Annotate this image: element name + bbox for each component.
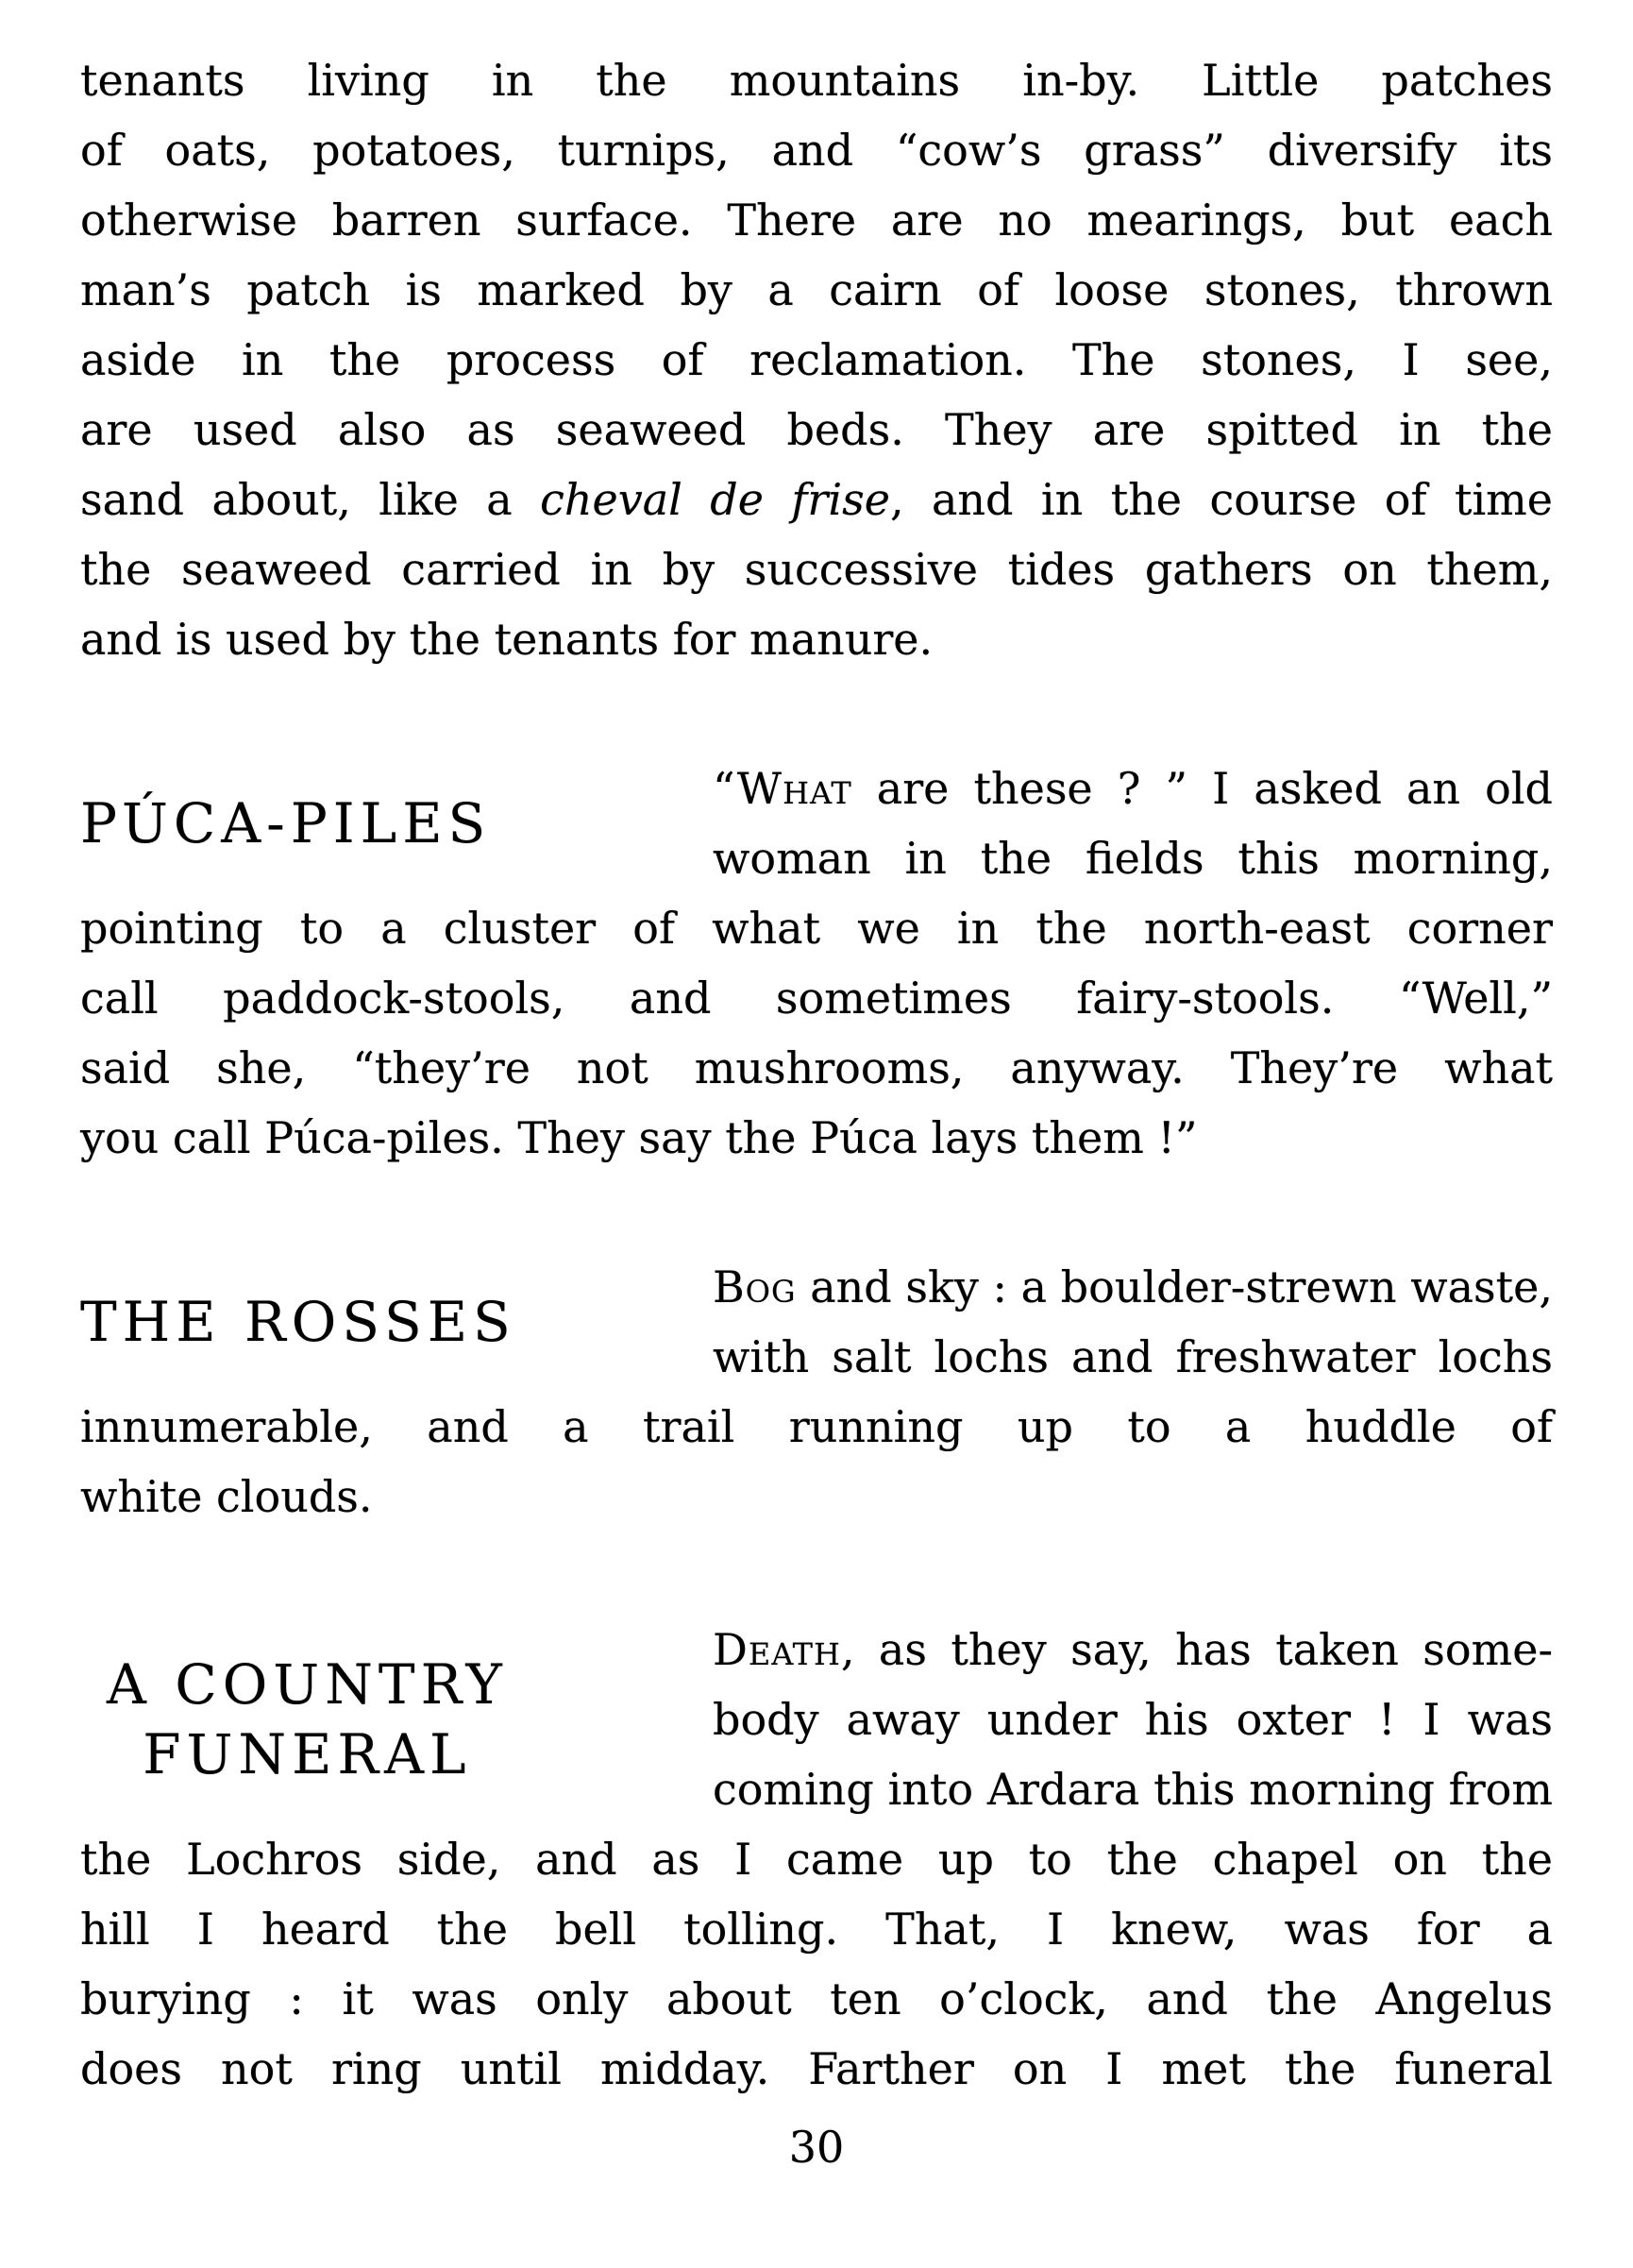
section-side-text bbox=[713, 1252, 1553, 1392]
section-a-country-funeral bbox=[80, 1615, 1553, 2104]
section-heading: PÚCA-PILES bbox=[80, 791, 492, 855]
section-side-text bbox=[713, 753, 1553, 893]
section-heading-column bbox=[80, 788, 713, 858]
text-segment: , and in the course of time bbox=[889, 474, 1553, 525]
small-caps-lead: Death bbox=[713, 1624, 841, 1675]
intro-paragraph bbox=[80, 45, 1553, 674]
text-line: with salt lochs and freshwater lochs bbox=[713, 1331, 1553, 1382]
italic-phrase: cheval de frise bbox=[540, 474, 890, 525]
text-line: you call Púca-piles. They say the Púca lays them !” bbox=[80, 1112, 1198, 1163]
section-puca-piles bbox=[80, 753, 1553, 1173]
section-heading-column bbox=[80, 1287, 713, 1357]
text-line: call paddock-stools, and sometimes fairy-stools. “Well,” bbox=[80, 973, 1553, 1024]
text-line: innumerable, and a trail running up to a huddle of bbox=[80, 1401, 1553, 1452]
small-caps-lead: “What bbox=[713, 763, 852, 814]
text-line: white clouds. bbox=[80, 1471, 373, 1522]
text-line: tenants living in the mountains in-by. Little patches bbox=[80, 55, 1553, 106]
text-line bbox=[713, 753, 1553, 823]
text-line bbox=[713, 1252, 1553, 1322]
text-segment: , as they say, has taken some- bbox=[840, 1624, 1553, 1675]
section-header-row bbox=[80, 753, 1553, 893]
text-line: man’s patch is marked by a cairn of loose stones, thrown bbox=[80, 264, 1553, 315]
section-the-rosses bbox=[80, 1252, 1553, 1532]
text-segment: are these ? ” I asked an old bbox=[851, 763, 1553, 814]
section-side-text bbox=[713, 1615, 1553, 1824]
section-heading-line: A COUNTRY bbox=[107, 1652, 508, 1717]
text-line bbox=[713, 1615, 1553, 1684]
text-line: does not ring until midday. Farther on I met the funeral bbox=[80, 2043, 1553, 2094]
text-line: hill I heard the bell tolling. That, I knew, was for a bbox=[80, 1904, 1553, 1955]
section-heading: THE ROSSES bbox=[80, 1290, 516, 1354]
small-caps-lead: Bog bbox=[713, 1261, 797, 1312]
text-line: pointing to a cluster of what we in the north-east corner bbox=[80, 903, 1553, 954]
section-heading bbox=[107, 1650, 508, 1789]
text-line: and is used by the tenants for manure. bbox=[80, 614, 934, 665]
section-header-row bbox=[80, 1615, 1553, 1824]
text-line: the Lochros side, and as I came up to the chapel on the bbox=[80, 1834, 1553, 1885]
text-line: body away under his oxter ! I was bbox=[713, 1694, 1553, 1745]
text-segment: sand about, like a bbox=[80, 474, 541, 525]
text-line: burying : it was only about ten o’clock, and the Angelus bbox=[80, 1973, 1553, 2024]
text-line-italic-phrase bbox=[80, 465, 1553, 534]
text-line: said she, “they’re not mushrooms, anyway. They’re what bbox=[80, 1042, 1553, 1093]
text-line: are used also as seaweed beds. They are spitted in the bbox=[80, 404, 1553, 455]
text-line: coming into Ardara this morning from bbox=[713, 1764, 1553, 1815]
page-number: 30 bbox=[788, 2122, 845, 2173]
text-line: the seaweed carried in by successive tides gathers on them, bbox=[80, 544, 1553, 595]
text-line: of oats, potatoes, turnips, and “cow’s grass” diversify its bbox=[80, 125, 1553, 176]
text-segment: and sky : a boulder-strewn waste, bbox=[796, 1261, 1553, 1312]
section-heading-column bbox=[80, 1650, 713, 1789]
section-header-row bbox=[80, 1252, 1553, 1392]
text-line: woman in the fields this morning, bbox=[713, 833, 1553, 884]
section-heading-line: FUNERAL bbox=[143, 1722, 472, 1786]
text-line: aside in the process of reclamation. The stones, I see, bbox=[80, 334, 1553, 385]
text-line: otherwise barren surface. There are no mearings, but each bbox=[80, 195, 1553, 245]
